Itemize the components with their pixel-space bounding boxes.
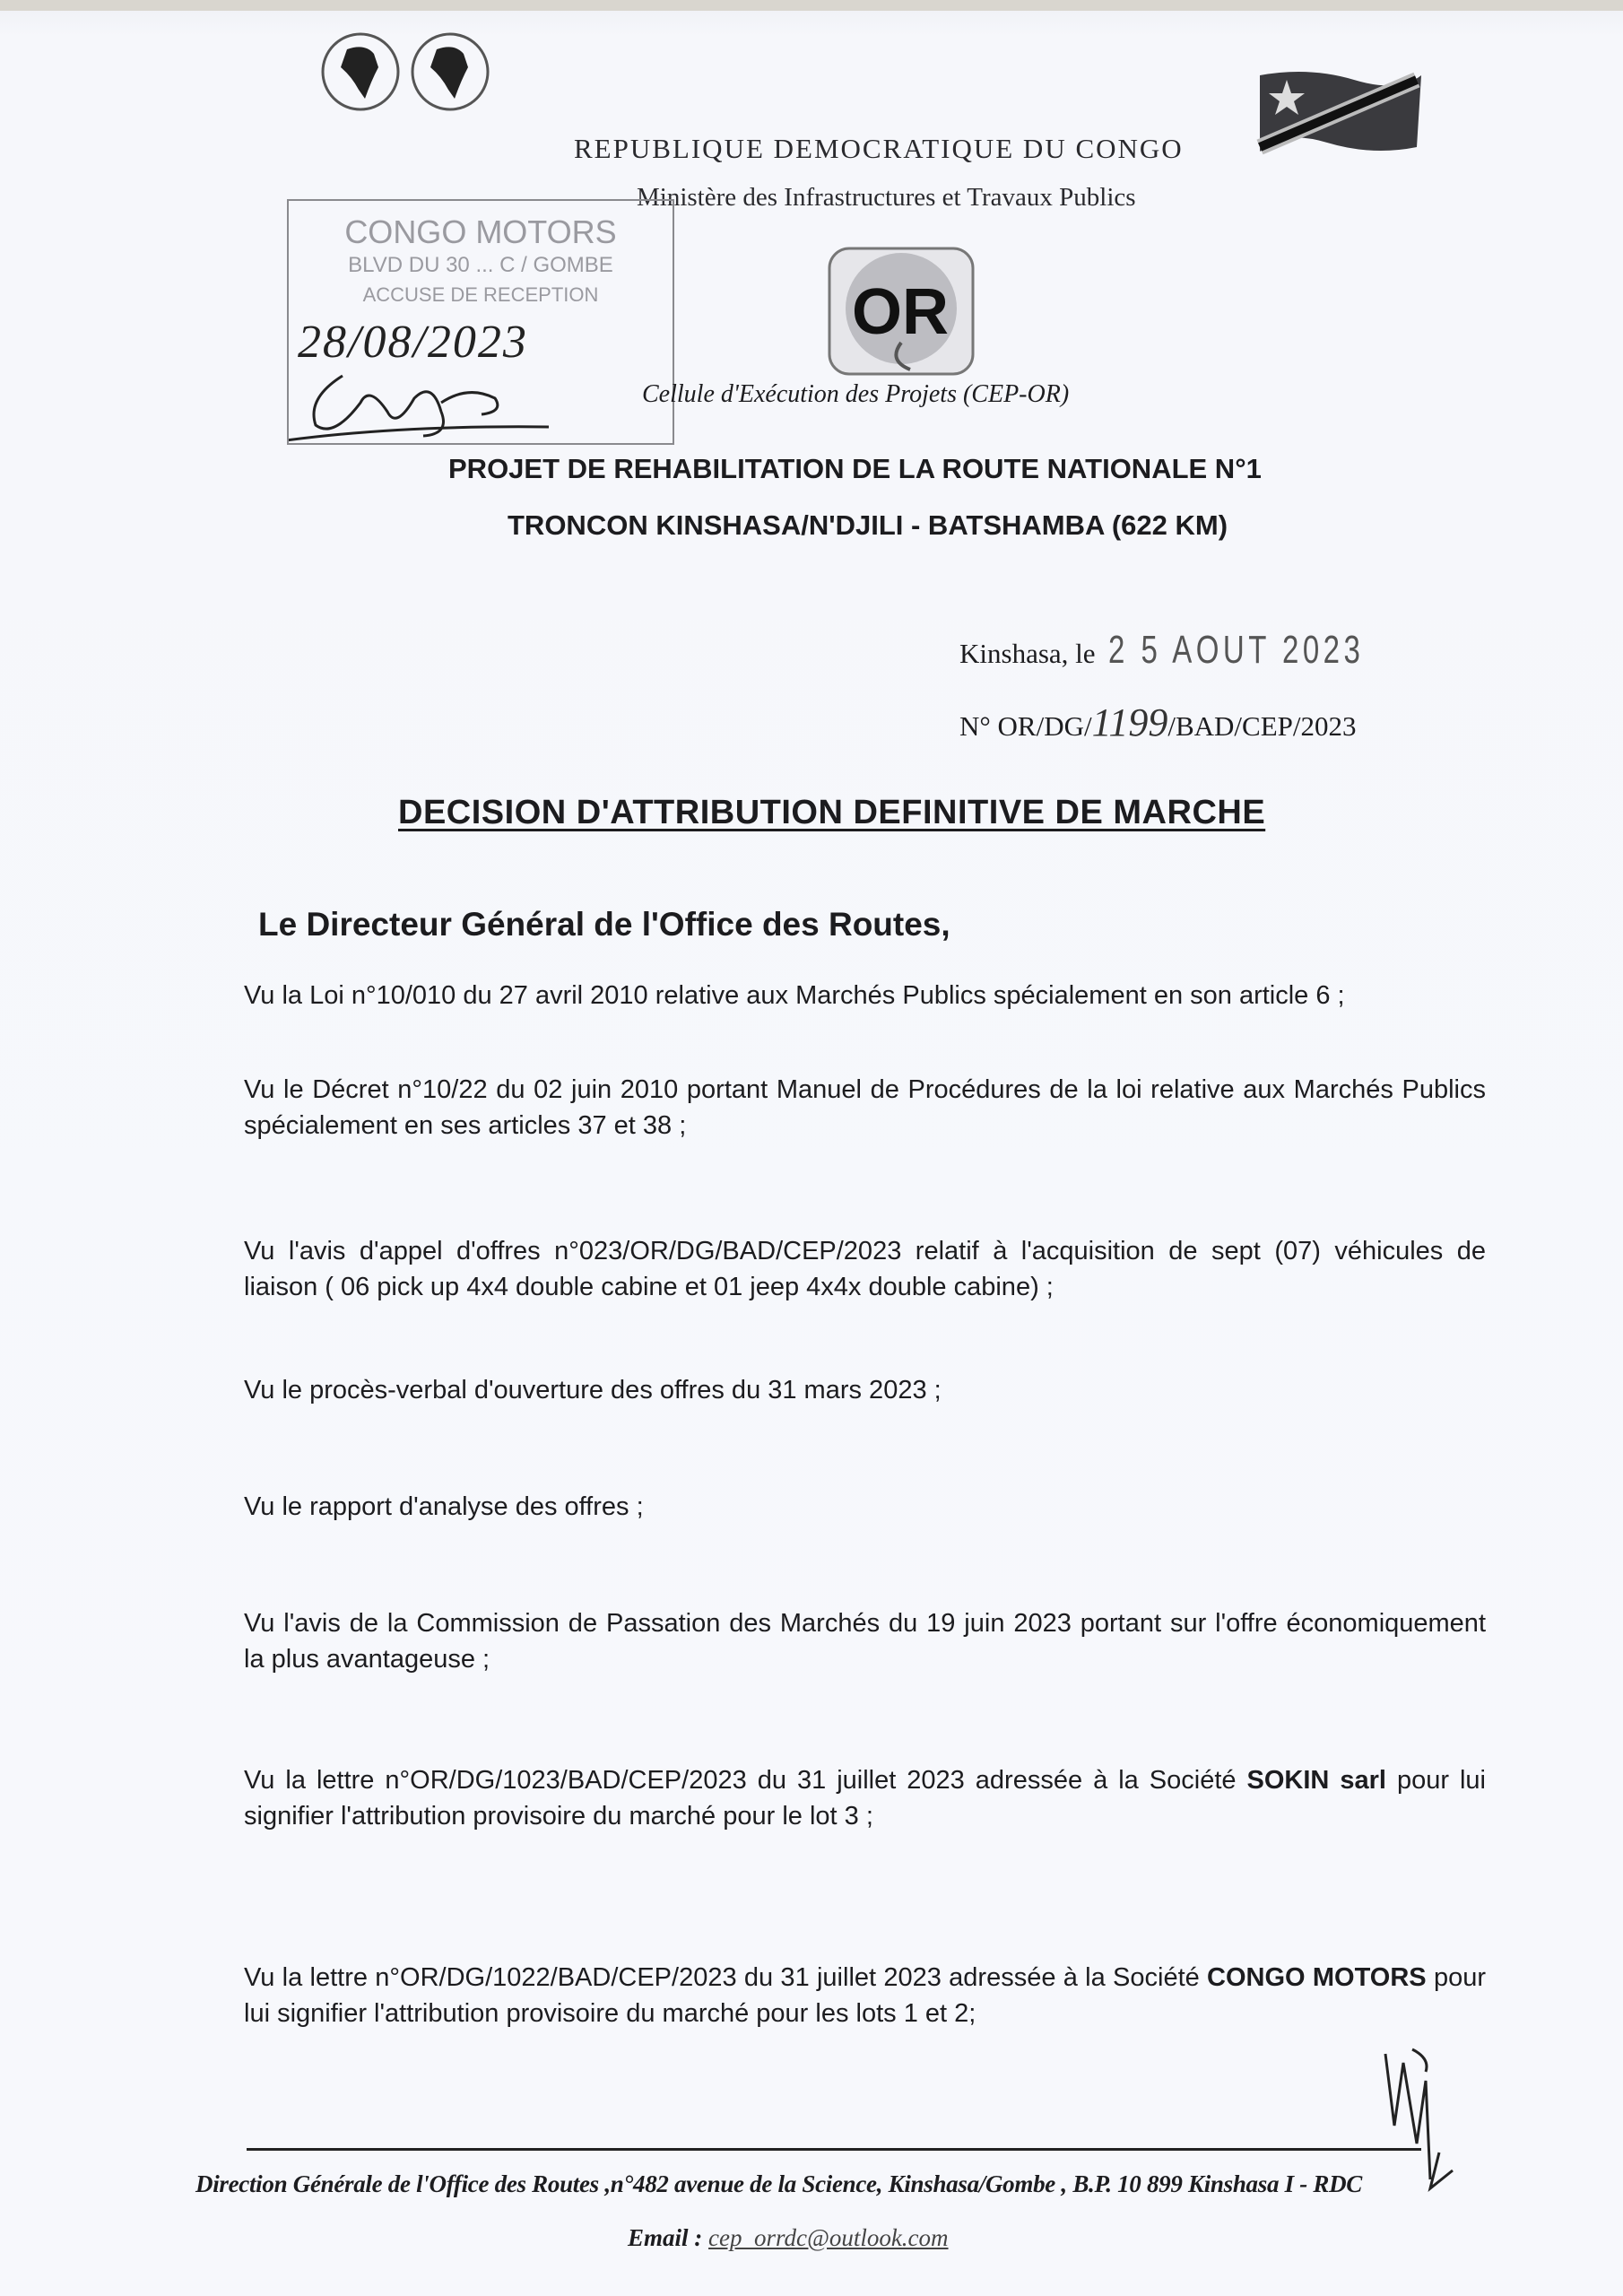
paragraph-text: pour lui signifier l'attribution provisoire du marché pour les lots 1 et 2; xyxy=(244,1963,1486,2028)
paragraph xyxy=(244,1762,1486,1834)
footer-divider xyxy=(247,2148,1421,2151)
ref-suffix: /BAD/CEP/2023 xyxy=(1167,710,1357,742)
stamp-receipt: ACCUSE DE RECEPTION xyxy=(362,283,599,306)
paragraph: Vu le rapport d'analyse des offres ; xyxy=(244,1492,644,1521)
country-heading: REPUBLIQUE DEMOCRATIQUE DU CONGO xyxy=(574,133,1184,164)
ref-handwritten-number: 1199 xyxy=(1091,700,1168,744)
reception-stamp xyxy=(287,199,674,445)
footer-email xyxy=(628,2224,949,2252)
ministry-heading: Ministère des Infrastructures et Travaux Publics xyxy=(637,183,1136,212)
stamp-company: CONGO MOTORS xyxy=(344,213,617,250)
email-label: Email : xyxy=(628,2224,703,2251)
paragraph-text: pour lui signifier l'attribution provisoire du marché pour le lot 3 ; xyxy=(244,1766,1486,1831)
company-name: SOKIN sarl xyxy=(1246,1766,1386,1795)
office-des-routes-logo xyxy=(825,244,977,378)
stamp-address: BLVD DU 30 ... C / GOMBE xyxy=(348,253,613,277)
date-line xyxy=(959,628,1449,673)
company-name: CONGO MOTORS xyxy=(1207,1963,1427,1992)
project-section: TRONCON KINSHASA/N'DJILI - BATSHAMBA (622 KM) xyxy=(508,509,1228,541)
scan-edge xyxy=(0,0,1623,11)
footer-address: Direction Générale de l'Office des Routes ,n°482 avenue de la Science, Kinshasa/Gombe , B.P. 10 899 Kinshasa I - RDC xyxy=(195,2170,1363,2197)
initials-signature-icon xyxy=(1376,2045,1457,2197)
stamp-handwritten-date: 28/08/2023 xyxy=(298,317,528,368)
email-link[interactable]: cep_orrdc@outlook.com xyxy=(708,2224,949,2251)
paragraph: Vu le Décret n°10/22 du 02 juin 2010 portant Manuel de Procédures de la loi relative aux Marchés Publics spécialement en ses articles 37 et 38 ; xyxy=(244,1075,1486,1140)
paragraph xyxy=(244,1960,1486,2031)
date-stamp: 2 5 AOUT 2023 xyxy=(1107,628,1364,672)
paragraph: Vu le procès-verbal d'ouverture des offres du 31 mars 2023 ; xyxy=(244,1376,942,1405)
paragraph-text: Vu la lettre n°OR/DG/1022/BAD/CEP/2023 du 31 juillet 2023 adressée à la Société xyxy=(244,1963,1208,1992)
date-prefix: Kinshasa, le xyxy=(959,638,1096,669)
cell-name: Cellule d'Exécution des Projets (CEP-OR) xyxy=(642,380,1070,408)
paragraph: Vu l'avis d'appel d'offres n°023/OR/DG/BAD/CEP/2023 relatif à l'acquisition de sept (07) véhicules de liaison ( 06 pick up 4x4 double cabine et 01 jeep 4x4x double cabine) ; xyxy=(244,1237,1486,1301)
or-logo-text: OR xyxy=(852,276,949,348)
addressee: Le Directeur Général de l'Office des Routes, xyxy=(258,906,950,943)
ref-prefix: N° OR/DG/ xyxy=(959,710,1092,742)
document-title: DECISION D'ATTRIBUTION DEFINITIVE DE MARCHE xyxy=(398,794,1266,831)
paragraph: Vu la Loi n°10/010 du 27 avril 2010 relative aux Marchés Publics spécialement en son article 6 ; xyxy=(244,981,1345,1010)
paragraph-text: Vu la lettre n°OR/DG/1023/BAD/CEP/2023 du 31 juillet 2023 adressée à la Société xyxy=(244,1766,1247,1795)
project-title: PROJET DE REHABILITATION DE LA ROUTE NATIONALE N°1 xyxy=(448,453,1262,484)
signature-icon xyxy=(289,371,558,443)
paragraph: Vu l'avis de la Commission de Passation des Marchés du 19 juin 2023 portant sur l'offre économiquement la plus avantageuse ; xyxy=(244,1609,1486,1674)
drc-flag-icon xyxy=(1255,66,1426,156)
reference-number xyxy=(959,700,1357,745)
afdb-logo-icon xyxy=(316,27,508,117)
